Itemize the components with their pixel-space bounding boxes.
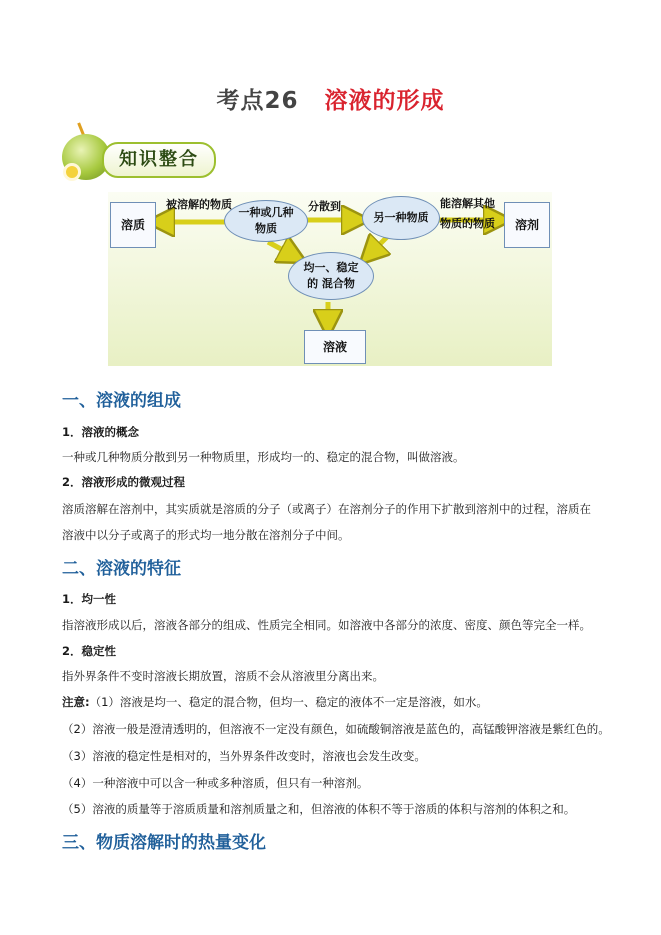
section3-heading: 三、物质溶解时的热量变化 [62, 833, 266, 853]
solvent-box: 溶剂 [504, 202, 550, 248]
flower-icon [66, 166, 78, 178]
can-dissolve-line1: 能溶解其他 [440, 197, 495, 210]
section1-heading: 一、溶液的组成 [62, 391, 181, 411]
page-title [0, 82, 661, 115]
arrow-to-mixture-left [268, 242, 294, 256]
solute-box: 溶质 [110, 202, 156, 248]
arrow-to-mixture-right [370, 236, 388, 254]
note-label: 注意: [62, 695, 90, 709]
mixture-line1: 均一、稳定 [303, 261, 359, 274]
another-substance-ellipse: 另一种物质 [362, 196, 440, 240]
can-dissolve-line2: 物质的物质 [440, 217, 495, 230]
concept-diagram [108, 192, 552, 366]
note5: （5）溶液的质量等于溶质质量和溶剂质量之和，但溶液的体积不等于溶质的体积与溶剂的体积之和。 [62, 802, 576, 816]
section1-p2b: 溶液中以分子或离子的形式均一地分散在溶剂分子中间。 [62, 528, 350, 542]
solution-box: 溶液 [304, 330, 366, 364]
label-can-dissolve [440, 194, 495, 234]
note1-line [62, 694, 488, 710]
section2-sub1: 1．均一性 [62, 592, 117, 606]
section1-p2a: 溶质溶解在溶剂中，其实质就是溶质的分子（或离子）在溶剂分子的作用下扩散到溶剂中的过程，溶质在 [62, 502, 591, 516]
mixture-ellipse [288, 252, 374, 300]
section1-p1: 一种或几种物质分散到另一种物质里，形成均一的、稳定的混合物，叫做溶液。 [62, 450, 465, 464]
section1-sub2: 2．溶液形成的微观过程 [62, 475, 186, 489]
title-number: 考点26 [216, 88, 299, 114]
section2-p2: 指外界条件不变时溶液长期放置，溶质不会从溶液里分离出来。 [62, 669, 384, 683]
section1-sub1: 1．溶液的概念 [62, 425, 140, 439]
ellipse-line2: 物质 [255, 222, 277, 235]
section2-p1: 指溶液形成以后，溶液各部分的组成、性质完全相同。如溶液中各部分的浓度、密度、颜色等完全一样。 [62, 618, 591, 632]
note2: （2）溶液一般是澄清透明的，但溶液不一定没有颜色，如硫酸铜溶液是蓝色的，高锰酸钾溶液是紫红色的。 [62, 722, 610, 736]
mixture-line2: 的 混合物 [307, 277, 355, 290]
section2-heading: 二、溶液的特征 [62, 559, 181, 579]
label-disperse: 分散到 [308, 200, 341, 213]
note1: （1）溶液是均一、稳定的混合物，但均一、稳定的液体不一定是溶液，如水。 [89, 695, 488, 709]
one-or-more-ellipse [224, 200, 308, 242]
section2-sub2: 2．稳定性 [62, 644, 117, 658]
ellipse-line1: 一种或几种 [238, 206, 294, 219]
knowledge-banner [58, 122, 218, 184]
note4: （4）一种溶液中可以含一种或多种溶质，但只有一种溶剂。 [62, 776, 369, 790]
label-dissolved: 被溶解的物质 [166, 198, 232, 211]
banner-label: 知识整合 [102, 142, 216, 178]
note3: （3）溶液的稳定性是相对的，当外界条件改变时，溶液也会发生改变。 [62, 749, 426, 763]
title-topic: 溶液的形成 [324, 88, 445, 114]
